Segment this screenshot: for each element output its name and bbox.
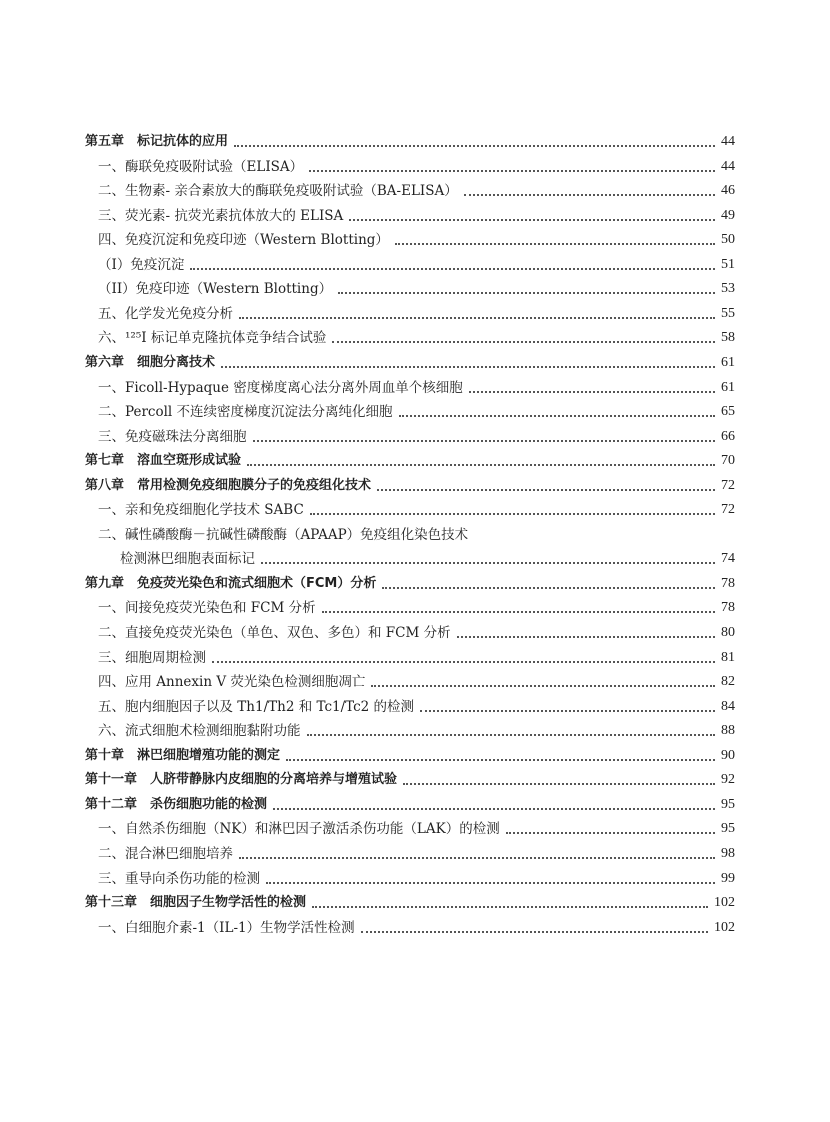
- toc-section-entry[interactable]: [98, 254, 735, 276]
- dot-leader: [457, 636, 715, 638]
- toc-chapter-entry[interactable]: [85, 745, 735, 767]
- entry-page-number: 46: [721, 183, 735, 199]
- entry-page-number: 44: [721, 134, 735, 149]
- dot-leader: [420, 710, 715, 712]
- entry-page-number: 58: [721, 330, 735, 346]
- entry-page-number: 84: [721, 698, 735, 714]
- dot-leader: [464, 194, 715, 196]
- dot-leader: [309, 170, 715, 172]
- dot-leader: [307, 734, 716, 736]
- dot-leader: [338, 292, 715, 294]
- entry-title: 一、自然杀伤细胞（NK）和淋巴因子激活杀伤功能（LAK）的检测: [98, 821, 500, 838]
- entry-title: （II）免疫印迹（Western Blotting）: [98, 281, 333, 298]
- entry-page-number: 70: [721, 453, 735, 469]
- entry-page-number: 92: [721, 772, 735, 788]
- entry-title: 一、Ficoll-Hypaque 密度梯度离心法分离外周血单个核细胞: [98, 379, 463, 396]
- dot-leader: [506, 832, 715, 834]
- entry-title: 第九章 免疫荧光染色和流式细胞术（FCM）分析: [85, 575, 377, 591]
- entry-title: 第六章 细胞分离技术: [85, 354, 216, 370]
- entry-page-number: 61: [721, 379, 735, 395]
- dot-leader: [286, 759, 715, 761]
- dot-leader: [261, 562, 715, 564]
- entry-page-number: 55: [721, 305, 735, 321]
- dot-leader: [371, 685, 715, 687]
- entry-page-number: 82: [721, 674, 735, 690]
- dot-leader: [469, 391, 715, 393]
- dot-leader: [377, 489, 715, 491]
- dot-leader: [239, 317, 715, 319]
- entry-title: 第七章 溶血空斑形成试验: [85, 453, 242, 469]
- entry-page-number: 88: [721, 723, 735, 739]
- toc-section-entry[interactable]: [98, 205, 735, 227]
- toc-section-entry[interactable]: [98, 303, 735, 325]
- toc-section-entry[interactable]: [98, 818, 735, 840]
- dot-leader: [395, 243, 715, 245]
- toc-chapter-entry[interactable]: [85, 892, 735, 914]
- entry-page-number: 99: [721, 870, 735, 886]
- toc-section-entry[interactable]: [98, 696, 735, 718]
- entry-title: 一、亲和免疫细胞化学技术 SABC: [98, 502, 304, 519]
- entry-title: 第十章 淋巴细胞增殖功能的测定: [85, 747, 281, 763]
- entry-page-number: 65: [721, 404, 735, 420]
- entry-title: 二、直接免疫荧光染色（单色、双色、多色）和 FCM 分析: [98, 625, 451, 641]
- entry-title: 三、重导向杀伤功能的检测: [98, 870, 260, 887]
- toc-section-entry[interactable]: [98, 377, 735, 399]
- entry-page-number: 78: [721, 575, 735, 591]
- dot-leader: [212, 661, 715, 663]
- entry-title: 六、流式细胞术检测细胞黏附功能: [98, 723, 301, 740]
- toc-chapter-entry[interactable]: [85, 352, 735, 374]
- toc-section-entry[interactable]: [98, 597, 735, 619]
- entry-title: 六、¹²⁵I 标记单克隆抗体竞争结合试验: [98, 330, 327, 347]
- dot-leader: [273, 808, 715, 810]
- dot-leader: [399, 415, 715, 417]
- toc-chapter-entry[interactable]: [85, 573, 735, 595]
- toc-section-entry[interactable]: [98, 647, 735, 669]
- entry-title: 二、碱性磷酸酶－抗碱性磷酸酶（APAAP）免疫组化染色技术: [98, 526, 469, 543]
- entry-page-number: 81: [721, 649, 735, 665]
- entry-page-number: 95: [721, 796, 735, 812]
- entry-page-number: 53: [721, 281, 735, 297]
- entry-title: 二、生物素- 亲合素放大的酶联免疫吸附试验（BA-ELISA）: [98, 183, 458, 200]
- toc-section-entry[interactable]: [98, 156, 735, 178]
- entry-page-number: 72: [721, 502, 735, 518]
- toc-section-entry[interactable]: [98, 278, 735, 300]
- dot-leader: [247, 464, 715, 466]
- entry-page-number: 61: [721, 354, 735, 370]
- entry-title: 检测淋巴细胞表面标记: [120, 551, 255, 568]
- entry-title: 第十一章 人脐带静脉内皮细胞的分离培养与增殖试验: [85, 772, 398, 788]
- toc-section-entry[interactable]: [98, 868, 735, 890]
- dot-leader: [221, 366, 715, 368]
- dot-leader: [310, 513, 715, 515]
- entry-title: 五、化学发光免疫分析: [98, 305, 233, 322]
- toc-section-entry[interactable]: [98, 843, 735, 865]
- toc-section-entry[interactable]: [98, 671, 735, 693]
- entry-page-number: 102: [714, 919, 735, 935]
- toc-section-entry[interactable]: [98, 229, 735, 251]
- toc-section-entry[interactable]: [98, 180, 735, 202]
- toc-section-entry[interactable]: [98, 524, 735, 546]
- dot-leader: [190, 268, 715, 270]
- toc-chapter-entry[interactable]: [85, 794, 735, 816]
- toc-chapter-entry[interactable]: [85, 131, 735, 153]
- toc-chapter-entry[interactable]: [85, 475, 735, 497]
- watermark-text: PDG: [762, 757, 815, 807]
- entry-title: 一、间接免疫荧光染色和 FCM 分析: [98, 600, 316, 617]
- toc-section-entry[interactable]: [98, 499, 735, 521]
- entry-title: （I）免疫沉淀: [98, 256, 185, 273]
- dot-leader: [403, 783, 715, 785]
- entry-title: 四、应用 Annexin V 荧光染色检测细胞凋亡: [98, 674, 366, 691]
- entry-title: 二、Percoll 不连续密度梯度沉淀法分离纯化细胞: [98, 404, 393, 421]
- toc-section-entry[interactable]: [120, 548, 735, 570]
- dot-leader: [332, 341, 715, 343]
- entry-title: 第十三章 细胞因子生物学活性的检测: [85, 895, 307, 911]
- entry-page-number: 50: [721, 232, 735, 248]
- toc-chapter-entry[interactable]: [85, 450, 735, 472]
- toc-section-entry[interactable]: [98, 917, 735, 939]
- entry-title: 二、混合淋巴细胞培养: [98, 845, 233, 862]
- entry-title: 三、荧光素- 抗荧光素抗体放大的 ELISA: [98, 207, 344, 224]
- entry-page-number: 72: [721, 477, 735, 493]
- entry-page-number: 51: [721, 256, 735, 272]
- dot-leader: [312, 906, 708, 908]
- toc-section-entry[interactable]: [98, 327, 735, 349]
- entry-page-number: 102: [714, 895, 735, 911]
- dot-leader: [253, 440, 716, 442]
- entry-title: 一、酶联免疫吸附试验（ELISA）: [98, 158, 304, 175]
- entry-page-number: 44: [721, 158, 735, 174]
- entry-page-number: 98: [721, 845, 735, 861]
- toc-section-entry[interactable]: [98, 401, 735, 423]
- entry-title: 三、免疫磁珠法分离细胞: [98, 428, 247, 445]
- toc-section-entry[interactable]: [98, 426, 735, 448]
- dot-leader: [361, 931, 708, 933]
- entry-title: 五、胞内细胞因子以及 Th1/Th2 和 Tc1/Tc2 的检测: [98, 698, 415, 715]
- dot-leader: [266, 882, 715, 884]
- toc-section-entry[interactable]: [98, 622, 735, 644]
- dot-leader: [382, 587, 715, 589]
- toc-chapter-entry[interactable]: [85, 769, 735, 791]
- entry-page-number: 78: [721, 600, 735, 616]
- toc-section-entry[interactable]: [98, 720, 735, 742]
- entry-title: 第五章 标记抗体的应用: [85, 134, 229, 149]
- dot-leader: [234, 145, 715, 147]
- entry-title: 第八章 常用检测免疫细胞膜分子的免疫组化技术: [85, 477, 372, 493]
- entry-page-number: 49: [721, 207, 735, 223]
- entry-page-number: 90: [721, 747, 735, 763]
- entry-page-number: 66: [721, 428, 735, 444]
- entry-title: 一、白细胞介素-1（IL-1）生物学活性检测: [98, 919, 355, 936]
- dot-leader: [349, 219, 715, 221]
- entry-title: 第十二章 杀伤细胞功能的检测: [85, 796, 268, 812]
- dot-leader: [322, 611, 715, 613]
- entry-page-number: 80: [721, 625, 735, 640]
- dot-leader: [239, 857, 715, 859]
- entry-title: 四、免疫沉淀和免疫印迹（Western Blotting）: [98, 232, 389, 249]
- entry-page-number: 95: [721, 821, 735, 837]
- entry-title: 三、细胞周期检测: [98, 649, 206, 666]
- entry-page-number: 74: [721, 551, 735, 567]
